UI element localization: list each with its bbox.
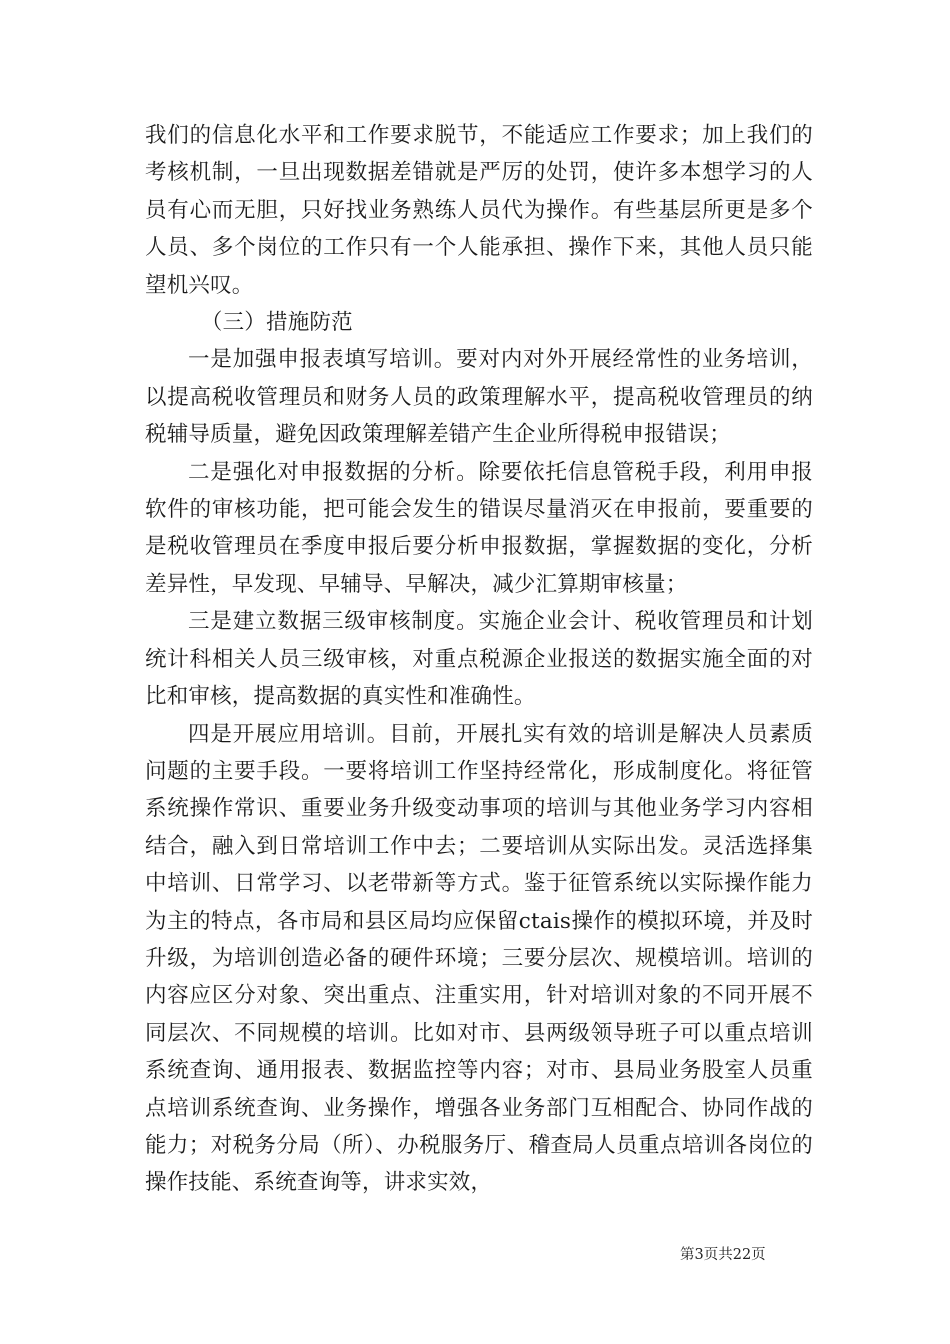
paragraph-measure-1: 一是加强申报表填写培训。要对内对外开展经常性的业务培训，以提高税收管理员和财务人员的政策理解水平，提高税收管理员的纳税辅导质量，避免因政策理解差错产生企业所得税申报错误；: [145, 347, 813, 448]
page-number-footer: 第3页共22页: [680, 1247, 766, 1263]
paragraph-continuation: 我们的信息化水平和工作要求脱节，不能适应工作要求；加上我们的考核机制，一旦出现数据差错就是严厉的处罚，使许多本想学习的人员有心而无胆，只好找业务熟练人员代为操作。有些基层所更是多个人员、多个岗位的工作只有一个人能承担、操作下来，其他人员只能望机兴叹。: [145, 123, 813, 298]
paragraph-measure-4: 四是开展应用培训。目前，开展扎实有效的培训是解决人员素质问题的主要手段。一要将培训工作坚持经常化，形成制度化。将征管系统操作常识、重要业务升级变动事项的培训与其他业务学习内容相结合，融入到日常培训工作中去；二要培训从实际出发。灵活选择集中培训、日常学习、以老带新等方式。鉴于征管系统以实际操作能力为主的特点，各市局和县区局均应保留ctais操作的模拟环境，并及时升级，为培训创造必备的硬件环境；三要分层次、规模培训。培训的内容应区分对象、突出重点、注重实用，针对培训对象的不同开展不同层次、不同规模的培训。比如对市、县两级领导班子可以重点培训系统查询、通用报表、数据监控等内容；对市、县局业务股室人员重点培训系统查询、业务操作，增强各业务部门互相配合、协同作战的能力；对税务分局（所）、办税服务厅、稽查局人员重点培训各岗位的操作技能、系统查询等，讲求实效，: [145, 721, 813, 1196]
paragraph-measure-3: 三是建立数据三级审核制度。实施企业会计、税收管理员和计划统计科相关人员三级审核，对重点税源企业报送的数据实施全面的对比和审核，提高数据的真实性和准确性。: [145, 609, 813, 710]
section-heading: （三）措施防范: [200, 310, 353, 336]
paragraph-measure-2: 二是强化对申报数据的分析。除要依托信息管税手段，利用申报软件的审核功能，把可能会发生的错误尽量消灭在申报前，要重要的是税收管理员在季度申报后要分析申报数据，掌握数据的变化，分析差异性，早发现、早辅导、早解决，减少汇算期审核量；: [145, 459, 813, 597]
document-body: [145, 117, 813, 1202]
